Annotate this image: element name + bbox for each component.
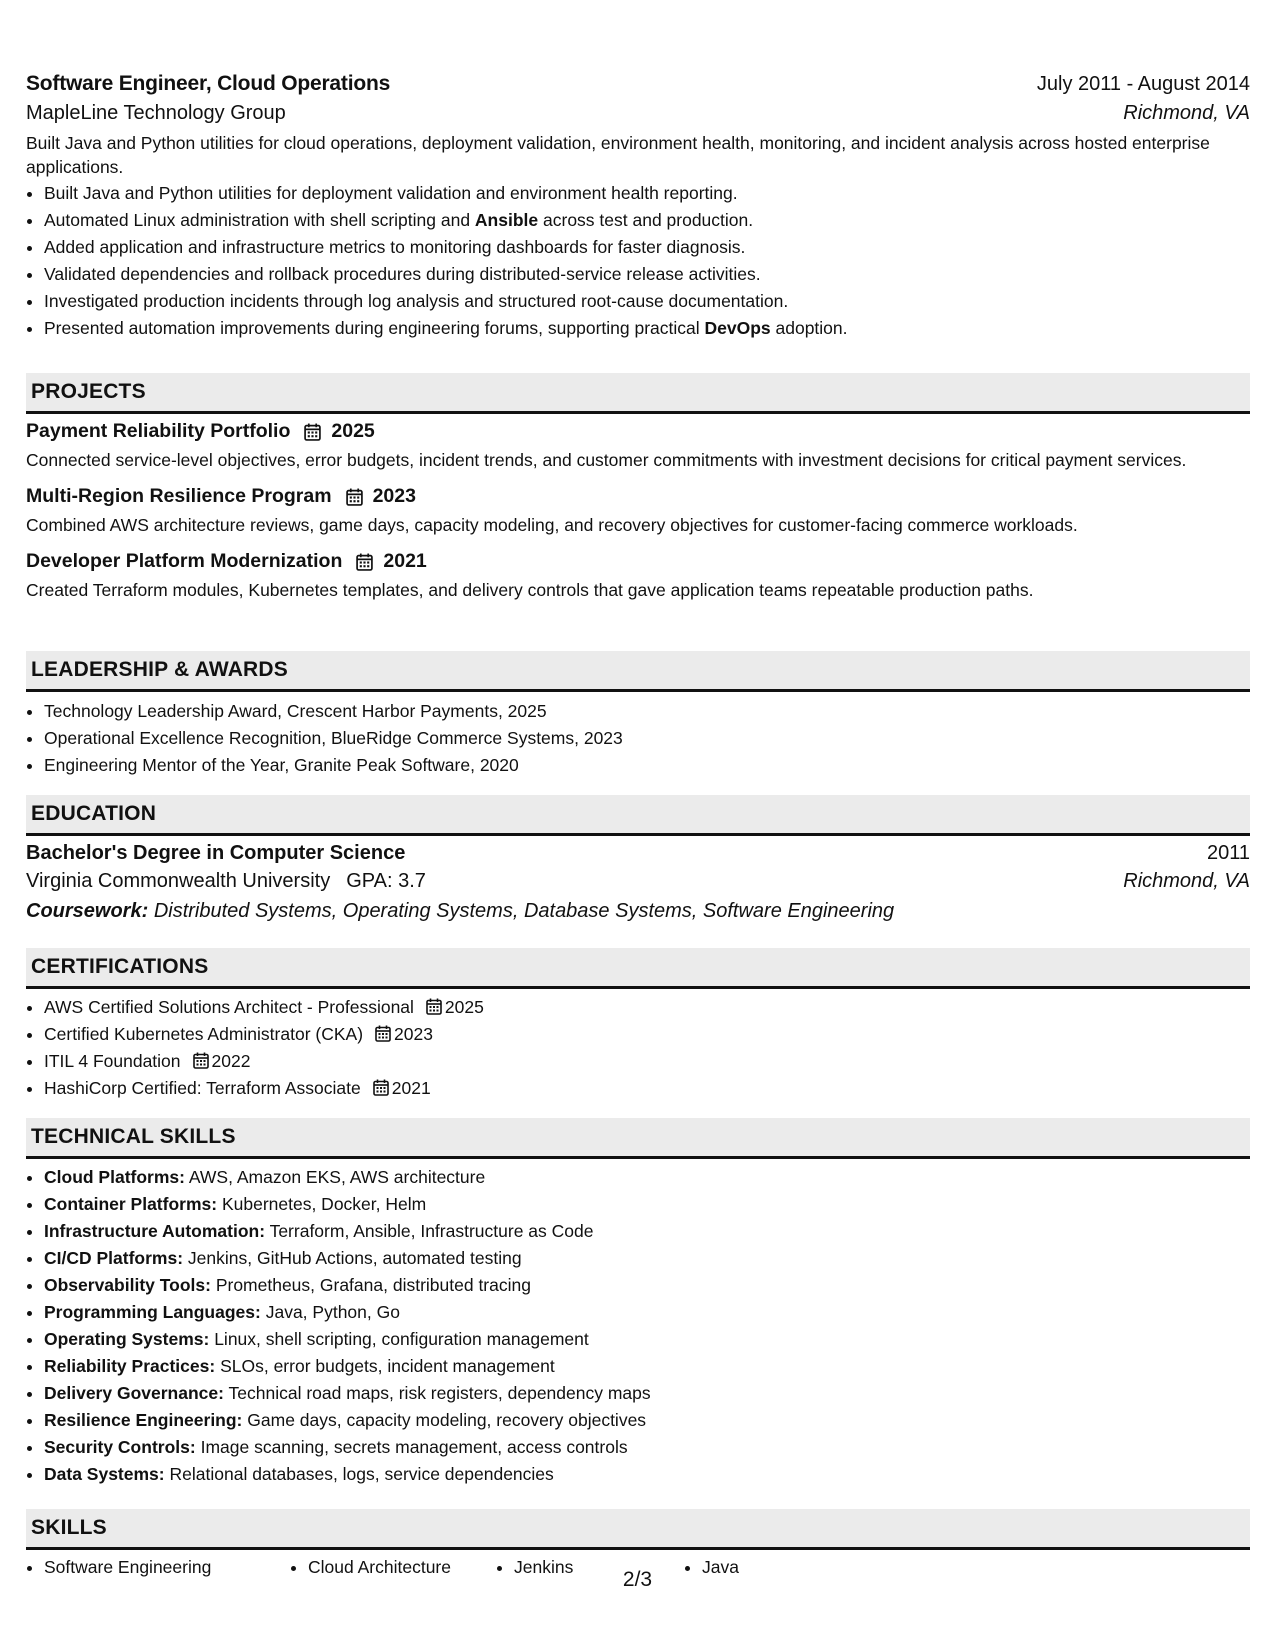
- skill-values: SLOs, error budgets, incident management: [220, 1356, 555, 1376]
- education-school: Virginia Commonwealth University: [26, 870, 331, 892]
- skill-category: Observability Tools:: [44, 1275, 211, 1295]
- job-bullet: • Investigated production incidents through log analysis and structured root-cause documentation.: [44, 288, 1250, 315]
- certification-item: [44, 994, 1244, 1021]
- projects-list: [26, 420, 1250, 602]
- technical-skill-item: [44, 1353, 1244, 1380]
- technical-skill-item: [44, 1191, 1244, 1218]
- skill-values: Kubernetes, Docker, Helm: [221, 1194, 427, 1214]
- certification-year: 2023: [394, 1024, 433, 1044]
- technical-skill-item: [44, 1380, 1244, 1407]
- technical-skill-item: [44, 1272, 1244, 1299]
- skill-values: Game days, capacity modeling, recovery objectives: [247, 1410, 647, 1430]
- job-location: Richmond, VA: [1123, 102, 1250, 124]
- technical-skill-item: [44, 1218, 1244, 1245]
- skill-values: Relational databases, logs, service dependencies: [169, 1464, 554, 1484]
- technical-skill-item: [44, 1245, 1244, 1272]
- technical-skill-item: [44, 1299, 1244, 1326]
- certification-item: [44, 1021, 1244, 1048]
- job-bullet: • Added application and infrastructure metrics to monitoring dashboards for faster diagnosis.: [44, 234, 1250, 261]
- certification-item: [44, 1048, 1244, 1075]
- project-item: [26, 420, 1250, 472]
- skill-item: • Jenkins: [514, 1554, 684, 1581]
- calendar-icon: [426, 998, 442, 1015]
- technical-skill-item: [44, 1461, 1244, 1488]
- section-heading-projects: PROJECTS: [26, 373, 1250, 414]
- education-entry: [26, 842, 1250, 923]
- certification-name: HashiCorp Certified: Terraform Associate: [44, 1078, 361, 1098]
- skill-category: Security Controls:: [44, 1437, 196, 1457]
- section-heading-skills: SKILLS: [26, 1509, 1250, 1550]
- calendar-icon: [356, 553, 373, 571]
- technical-skill-item: [44, 1434, 1244, 1461]
- certification-year: 2022: [211, 1051, 251, 1071]
- education-gpa: GPA: 3.7: [346, 870, 426, 892]
- job-bullet: • Validated dependencies and rollback procedures during distributed-service release activities.: [44, 261, 1250, 288]
- skill-values: Technical road maps, risk registers, dependency maps: [228, 1383, 651, 1403]
- education-coursework: [26, 900, 1250, 923]
- certification-name: Certified Kubernetes Administrator (CKA): [44, 1024, 364, 1044]
- certifications-list: [26, 994, 1244, 1102]
- skill-category: Delivery Governance:: [44, 1383, 224, 1403]
- education-year: 2011: [1206, 842, 1250, 864]
- project-name: Developer Platform Modernization: [26, 550, 343, 572]
- award-item: • Engineering Mentor of the Year, Granite Peak Software, 2020: [44, 752, 1244, 779]
- certification-name: ITIL 4 Foundation: [44, 1051, 181, 1071]
- job-bullet: • Automated Linux administration with shell scripting and Ansible across test and production.: [44, 207, 1250, 234]
- award-item: • Technology Leadership Award, Crescent Harbor Payments, 2025: [44, 698, 1244, 725]
- skill-category: CI/CD Platforms:: [44, 1248, 184, 1268]
- education-location: Richmond, VA: [1123, 870, 1250, 892]
- skill-category: Programming Languages:: [44, 1302, 261, 1322]
- job-bullet: • Built Java and Python utilities for deployment validation and environment health reporting.: [44, 180, 1250, 207]
- skill-item: • Software Engineering: [44, 1554, 290, 1581]
- job-title: Software Engineer, Cloud Operations: [26, 72, 391, 95]
- project-item: [26, 485, 1250, 537]
- coursework-list: Distributed Systems, Operating Systems, Database Systems, Software Engineering: [153, 900, 895, 922]
- skill-category: Cloud Platforms:: [44, 1167, 185, 1187]
- section-heading-certifications: CERTIFICATIONS: [26, 948, 1250, 989]
- job-entry: [26, 72, 1250, 342]
- section-heading-education: EDUCATION: [26, 795, 1250, 836]
- job-bullet: • Presented automation improvements during engineering forums, supporting practical DevOps adoption.: [44, 315, 1250, 342]
- project-year: 2023: [372, 485, 416, 507]
- certification-year: 2021: [391, 1078, 431, 1098]
- skill-item: • Cloud Architecture: [308, 1554, 496, 1581]
- skill-values: AWS, Amazon EKS, AWS architecture: [188, 1167, 486, 1187]
- project-year: 2021: [383, 550, 427, 572]
- page-number: 2/3: [622, 1568, 653, 1591]
- calendar-icon: [193, 1052, 209, 1069]
- job-company: MapleLine Technology Group: [26, 102, 286, 124]
- technical-skills-list: [26, 1164, 1244, 1488]
- project-item: [26, 550, 1250, 602]
- skill-category: Container Platforms:: [44, 1194, 218, 1214]
- skill-values: Image scanning, secrets management, access controls: [200, 1437, 628, 1457]
- skill-category: Infrastructure Automation:: [44, 1221, 266, 1241]
- calendar-icon: [375, 1025, 391, 1042]
- technical-skill-item: [44, 1407, 1244, 1434]
- certification-item: [44, 1075, 1244, 1102]
- skill-values: Linux, shell scripting, configuration management: [214, 1329, 589, 1349]
- skill-values: Jenkins, GitHub Actions, automated testing: [187, 1248, 522, 1268]
- skill-values: Terraform, Ansible, Infrastructure as Code: [269, 1221, 594, 1241]
- job-dates: July 2011 - August 2014: [1036, 73, 1250, 95]
- skill-values: Prometheus, Grafana, distributed tracing: [215, 1275, 531, 1295]
- certification-name: AWS Certified Solutions Architect - Professional: [44, 997, 414, 1017]
- project-description: Connected service-level objectives, error budgets, incident trends, and customer commitments with investment decisions for critical payment services.: [26, 450, 1187, 470]
- skill-item: • Java: [702, 1554, 882, 1581]
- project-description: Combined AWS architecture reviews, game days, capacity modeling, and recovery objectives for customer-facing commerce workloads.: [26, 515, 1078, 535]
- project-description: Created Terraform modules, Kubernetes templates, and delivery controls that gave application teams repeatable production paths.: [26, 580, 1034, 600]
- project-name: Payment Reliability Portfolio: [26, 420, 291, 442]
- technical-skill-item: [44, 1326, 1244, 1353]
- awards-list: [26, 698, 1244, 779]
- skill-values: Java, Python, Go: [265, 1302, 400, 1322]
- section-heading-technical-skills: TECHNICAL SKILLS: [26, 1118, 1250, 1159]
- job-bullets: [26, 180, 1250, 342]
- skill-category: Reliability Practices:: [44, 1356, 216, 1376]
- job-summary: Built Java and Python utilities for cloud operations, deployment validation, environment health, monitoring, and incident analysis across hosted enterprise applications.: [26, 133, 1210, 177]
- coursework-label: Coursework:: [26, 900, 149, 922]
- award-item: • Operational Excellence Recognition, BlueRidge Commerce Systems, 2023: [44, 725, 1244, 752]
- calendar-icon: [346, 488, 363, 506]
- calendar-icon: [373, 1079, 389, 1096]
- certification-year: 2025: [444, 997, 484, 1017]
- calendar-icon: [304, 423, 321, 441]
- education-degree: Bachelor's Degree in Computer Science: [26, 842, 406, 864]
- skill-category: Operating Systems:: [44, 1329, 210, 1349]
- skill-category: Data Systems:: [44, 1464, 165, 1484]
- section-heading-awards: LEADERSHIP & AWARDS: [26, 651, 1250, 692]
- technical-skill-item: [44, 1164, 1244, 1191]
- project-year: 2025: [331, 420, 375, 442]
- project-name: Multi-Region Resilience Program: [26, 485, 332, 507]
- skill-category: Resilience Engineering:: [44, 1410, 243, 1430]
